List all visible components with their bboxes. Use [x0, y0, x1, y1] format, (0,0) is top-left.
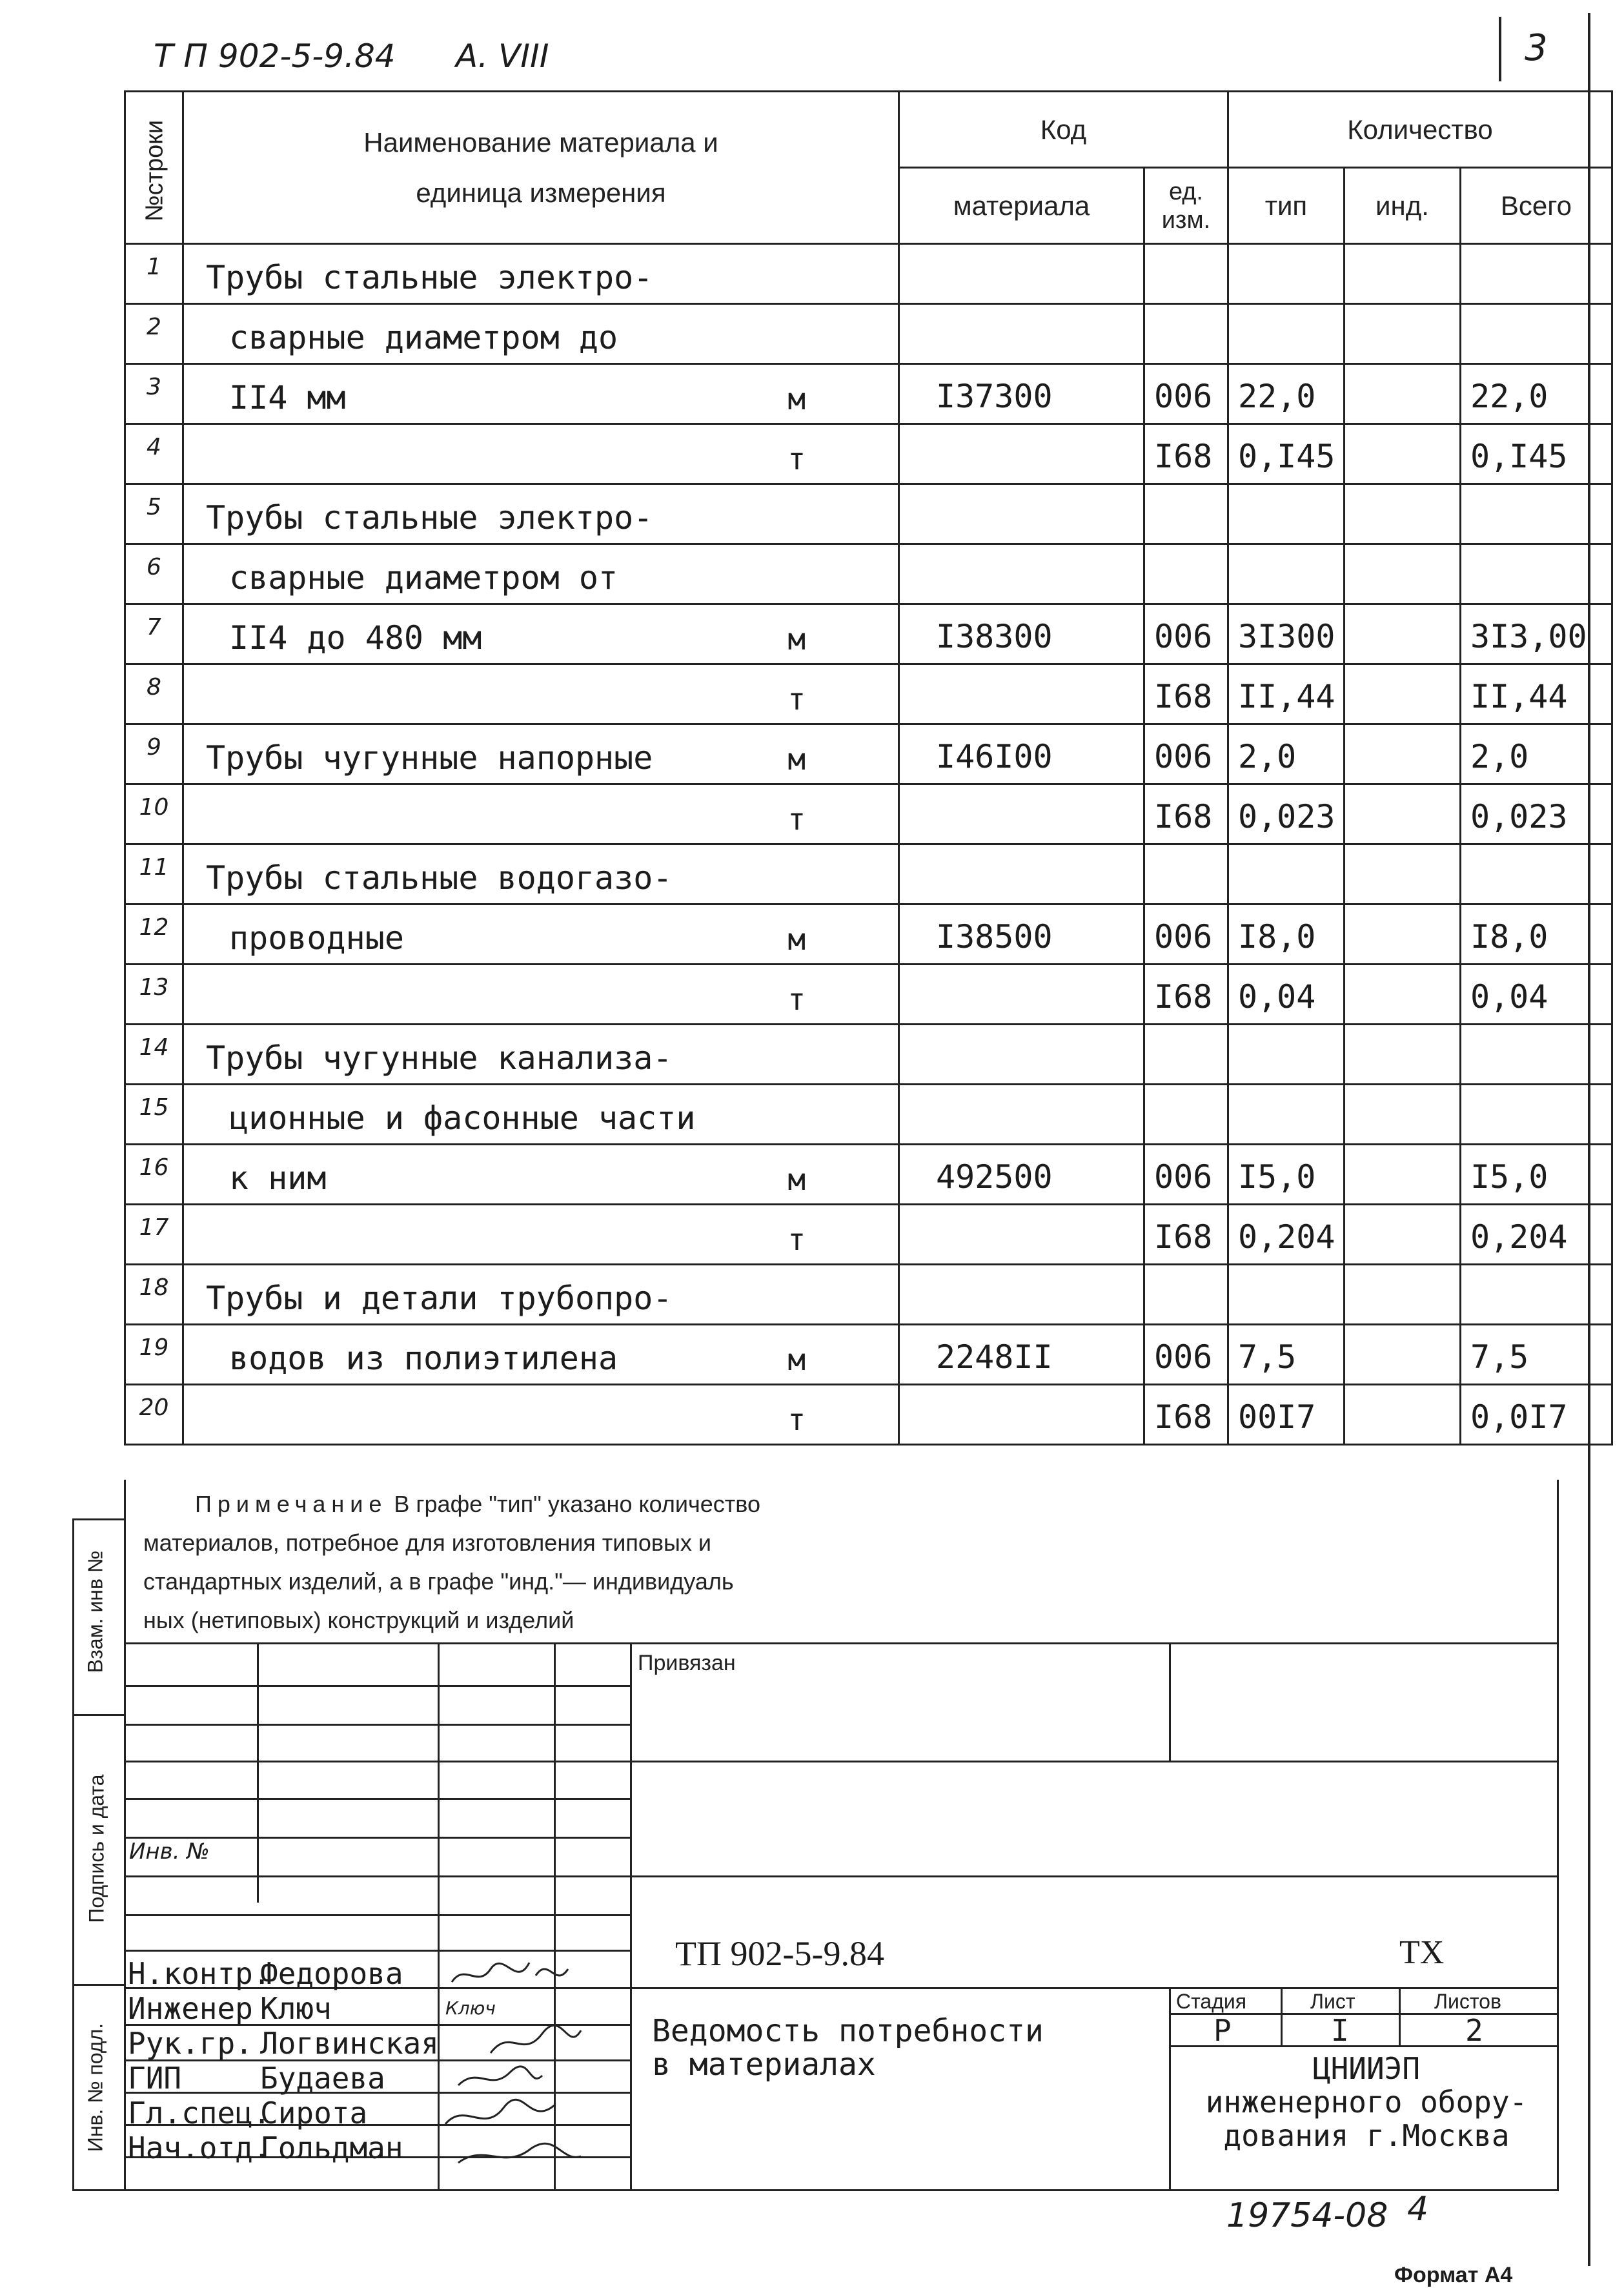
- name-header-text: Наименование материала и единица измерения: [363, 127, 718, 208]
- unit: [695, 1265, 898, 1325]
- format-label: Формат А4: [1394, 2263, 1513, 2287]
- signer-row: [128, 1991, 439, 2026]
- header-quantity: Количество: [1228, 92, 1612, 168]
- material-name: [183, 424, 696, 484]
- signer-name: Сирота: [260, 2096, 368, 2130]
- stage-vline-1: [1281, 1987, 1283, 2045]
- qty-total: [1460, 484, 1612, 544]
- unit-code: [1144, 304, 1228, 364]
- qty-individual: [1344, 904, 1460, 965]
- signer-role: Рук.гр.: [128, 2026, 253, 2061]
- qty-type: 0,04: [1228, 965, 1344, 1025]
- row-number: 1: [125, 244, 183, 304]
- org-line-2: инженерного обору-: [1205, 2085, 1528, 2119]
- row-number: 18: [125, 1265, 183, 1325]
- unit: [695, 544, 898, 604]
- row-number: 20: [125, 1385, 183, 1445]
- signature-klyuch: Ключ: [445, 1997, 496, 2019]
- qty-total: II,44: [1460, 664, 1612, 724]
- table-row: [125, 304, 1612, 364]
- signer-role: Нач.отд.: [128, 2130, 271, 2165]
- note-line-2: материалов, потребное для изготовления типовых и: [143, 1529, 712, 1556]
- material-code: [898, 244, 1144, 304]
- signer-row: [128, 1956, 439, 1991]
- qty-individual: [1344, 1145, 1460, 1205]
- qty-individual: [1344, 1025, 1460, 1085]
- unit-code: 006: [1144, 604, 1228, 664]
- unit-code: 006: [1144, 1145, 1228, 1205]
- material-code: I38500: [898, 904, 1144, 965]
- unit: [695, 484, 898, 544]
- unit-code: I68: [1144, 424, 1228, 484]
- signer-name: Будаева: [260, 2061, 385, 2096]
- table-row: [125, 424, 1612, 484]
- row-number: 7: [125, 604, 183, 664]
- material-name: ционные и фасонные части: [183, 1085, 696, 1145]
- unit: м: [695, 724, 898, 784]
- material-code: I38300: [898, 604, 1144, 664]
- table-row: [125, 784, 1612, 844]
- qty-total: [1460, 244, 1612, 304]
- qty-type: II,44: [1228, 664, 1344, 724]
- material-code: I46I00: [898, 724, 1144, 784]
- unit-code: [1144, 484, 1228, 544]
- side-label-podpis: Подпись и дата: [85, 1774, 108, 1923]
- qty-total: 0,204: [1460, 1205, 1612, 1265]
- table-row: [125, 1385, 1612, 1445]
- signature-logvinskaya: [491, 2025, 581, 2053]
- table-row: [125, 1085, 1612, 1145]
- qty-individual: [1344, 424, 1460, 484]
- signer-role: Гл.спец.: [128, 2096, 271, 2130]
- material-code: I37300: [898, 364, 1144, 424]
- row-number: 3: [125, 364, 183, 424]
- document-code-header: Т П 902-5-9.84: [154, 37, 396, 75]
- unit-code: [1144, 244, 1228, 304]
- signer-role: Н.контр.: [128, 1956, 271, 1991]
- sheet-value: I: [1331, 2013, 1349, 2048]
- unit-code: 006: [1144, 364, 1228, 424]
- table-row: [125, 724, 1612, 784]
- privyazan-label: Привязан: [638, 1651, 736, 1675]
- signature-budaeva: [458, 2067, 542, 2085]
- row-number: 16: [125, 1145, 183, 1205]
- unit: т: [695, 965, 898, 1025]
- row-number: 10: [125, 784, 183, 844]
- side-strip-divider-1: [72, 1714, 124, 1716]
- qty-total: [1460, 844, 1612, 904]
- signer-row: [128, 2061, 439, 2096]
- stage-label: Стадия: [1176, 1990, 1247, 2013]
- signer-row: [128, 2130, 439, 2165]
- qty-individual: [1344, 304, 1460, 364]
- table-row: [125, 1265, 1612, 1325]
- unit-code: I68: [1144, 1205, 1228, 1265]
- table-row: [125, 544, 1612, 604]
- material-name: Трубы стальные водогазо-: [183, 844, 696, 904]
- qty-total: [1460, 544, 1612, 604]
- qty-type: [1228, 244, 1344, 304]
- stamp-code: [675, 1934, 884, 1974]
- inv-no-label: Инв. №: [129, 1839, 210, 1864]
- sheets-label: Листов: [1434, 1990, 1501, 2013]
- stamp-mark: ТХ: [1399, 1934, 1445, 1971]
- qty-total: 0,023: [1460, 784, 1612, 844]
- material-code: [898, 1085, 1144, 1145]
- signer-name: Логвинская: [260, 2026, 439, 2061]
- qty-type: [1228, 844, 1344, 904]
- qty-individual: [1344, 1265, 1460, 1325]
- table-row: [125, 604, 1612, 664]
- note-line-1-text: В графе "тип" указано количество: [394, 1491, 760, 1517]
- album-number: А. VIII: [456, 37, 549, 75]
- stamp-title: [652, 2014, 1044, 2081]
- page-number: 3: [1525, 27, 1548, 69]
- table-row: [125, 664, 1612, 724]
- qty-type: 0,023: [1228, 784, 1344, 844]
- qty-type: 3I300: [1228, 604, 1344, 664]
- signer-row: [128, 2096, 439, 2130]
- material-code: [898, 1205, 1144, 1265]
- unit-code: I68: [1144, 664, 1228, 724]
- material-code: [898, 1025, 1144, 1085]
- unit: [695, 304, 898, 364]
- signer-name: Гольдман: [260, 2130, 403, 2165]
- unit-code: [1144, 1025, 1228, 1085]
- row-number: 14: [125, 1025, 183, 1085]
- table-row: [125, 484, 1612, 544]
- unit-code: [1144, 1265, 1228, 1325]
- header-total: Всего: [1460, 168, 1612, 244]
- material-code: [898, 1385, 1144, 1445]
- unit-code: I68: [1144, 1385, 1228, 1445]
- unit: т: [695, 664, 898, 724]
- qty-total: [1460, 1265, 1612, 1325]
- signer-role: ГИП: [128, 2061, 182, 2096]
- qty-total: [1460, 1025, 1612, 1085]
- qty-total: 22,0: [1460, 364, 1612, 424]
- qty-type: 0,I45: [1228, 424, 1344, 484]
- unit-code-header-text: ед. изм.: [1161, 178, 1211, 234]
- stage-vline-2: [1399, 1987, 1401, 2045]
- material-code: [898, 484, 1144, 544]
- sheets-value: 2: [1465, 2013, 1483, 2048]
- qty-individual: [1344, 1385, 1460, 1445]
- material-name: [183, 784, 696, 844]
- org-line-1: ЦНИИЭП: [1312, 2051, 1421, 2086]
- material-code: [898, 965, 1144, 1025]
- row-number-header-text: №строки: [141, 119, 168, 222]
- material-code: 2248II: [898, 1325, 1144, 1385]
- table-row: [125, 244, 1612, 304]
- org-line-3: дования г.Москва: [1223, 2118, 1510, 2153]
- qty-individual: [1344, 844, 1460, 904]
- qty-individual: [1344, 1205, 1460, 1265]
- stamp-vline-e: [1169, 1644, 1171, 1761]
- material-name: II4 мм: [183, 364, 696, 424]
- material-code: [898, 424, 1144, 484]
- row-number: 6: [125, 544, 183, 604]
- row-number: 5: [125, 484, 183, 544]
- qty-type: 2,0: [1228, 724, 1344, 784]
- qty-total: 3I3,00: [1460, 604, 1612, 664]
- material-name: Трубы и детали трубопро-: [183, 1265, 696, 1325]
- qty-individual: [1344, 244, 1460, 304]
- note-line-4: ных (нетиповых) конструкций и изделий: [143, 1607, 574, 1633]
- material-name: [183, 664, 696, 724]
- qty-total: 0,0I7: [1460, 1385, 1612, 1445]
- header-material-code: материала: [898, 168, 1144, 244]
- side-strip-divider-2: [72, 1984, 124, 1986]
- signer-row: [128, 2026, 439, 2061]
- materials-table: [124, 90, 1613, 1445]
- note-text: [143, 1485, 1111, 1640]
- qty-type: [1228, 1085, 1344, 1145]
- unit-code: 006: [1144, 724, 1228, 784]
- note-line-1: [143, 1485, 1111, 1524]
- qty-individual: [1344, 664, 1460, 724]
- material-code: [898, 844, 1144, 904]
- qty-individual: [1344, 965, 1460, 1025]
- qty-total: [1460, 1085, 1612, 1145]
- material-name: Трубы чугунные канализа-: [183, 1025, 696, 1085]
- table-row: [125, 1025, 1612, 1085]
- qty-total: 7,5: [1460, 1325, 1612, 1385]
- qty-individual: [1344, 724, 1460, 784]
- qty-total: I8,0: [1460, 904, 1612, 965]
- material-name: [183, 965, 696, 1025]
- signers-list: [128, 1956, 439, 2165]
- sheet-label: Лист: [1310, 1990, 1355, 2013]
- qty-type: [1228, 1025, 1344, 1085]
- header-unit-code: [1144, 168, 1228, 244]
- table-row: [125, 364, 1612, 424]
- material-name: Трубы стальные электро-: [183, 484, 696, 544]
- unit-code: [1144, 844, 1228, 904]
- qty-total: [1460, 304, 1612, 364]
- qty-individual: [1344, 784, 1460, 844]
- unit: [695, 244, 898, 304]
- qty-individual: [1344, 1085, 1460, 1145]
- stamp-hline-4: [124, 1798, 630, 1800]
- qty-type: I5,0: [1228, 1145, 1344, 1205]
- unit: т: [695, 424, 898, 484]
- unit: [695, 1025, 898, 1085]
- material-name: Трубы стальные электро-: [183, 244, 696, 304]
- qty-total: 2,0: [1460, 724, 1612, 784]
- unit: м: [695, 1145, 898, 1205]
- unit: т: [695, 1385, 898, 1445]
- table-row: [125, 904, 1612, 965]
- unit-code: 006: [1144, 904, 1228, 965]
- table-row: [125, 844, 1612, 904]
- signature-goldman: [458, 2143, 581, 2163]
- note-title: Примечание: [195, 1491, 388, 1517]
- stamp-hline-6: [124, 1875, 1559, 1877]
- row-number: 19: [125, 1325, 183, 1385]
- qty-type: 7,5: [1228, 1325, 1344, 1385]
- stamp-hline-1: [124, 1685, 630, 1687]
- organization: [1176, 2052, 1557, 2152]
- material-code: [898, 1265, 1144, 1325]
- qty-type: 22,0: [1228, 364, 1344, 424]
- header-name: [183, 92, 899, 244]
- qty-total: 0,I45: [1460, 424, 1612, 484]
- unit: [695, 1085, 898, 1145]
- material-name: проводные: [183, 904, 696, 965]
- unit-code: I68: [1144, 784, 1228, 844]
- stamp-hline-7: [124, 1914, 630, 1916]
- unit: м: [695, 604, 898, 664]
- qty-total: I5,0: [1460, 1145, 1612, 1205]
- unit-code: [1144, 1085, 1228, 1145]
- row-number: 2: [125, 304, 183, 364]
- material-code: [898, 664, 1144, 724]
- archive-number: 19754-08: [1226, 2196, 1388, 2235]
- material-name: к ним: [183, 1145, 696, 1205]
- unit: м: [695, 904, 898, 965]
- qty-individual: [1344, 484, 1460, 544]
- stage-value: Р: [1213, 2013, 1232, 2048]
- row-number: 15: [125, 1085, 183, 1145]
- unit-code: 006: [1144, 1325, 1228, 1385]
- qty-total: 0,04: [1460, 965, 1612, 1025]
- page-number-divider: [1499, 17, 1501, 81]
- table-row: [125, 965, 1612, 1025]
- unit: т: [695, 1205, 898, 1265]
- table-row: [125, 1325, 1612, 1385]
- signer-name: Федорова: [260, 1956, 403, 1991]
- row-number: 13: [125, 965, 183, 1025]
- material-code: [898, 784, 1144, 844]
- qty-individual: [1344, 544, 1460, 604]
- table-row: [125, 1145, 1612, 1205]
- footer-sheet-mark: 4: [1407, 2190, 1429, 2229]
- qty-type: [1228, 1265, 1344, 1325]
- qty-type: 00I7: [1228, 1385, 1344, 1445]
- row-number: 17: [125, 1205, 183, 1265]
- qty-type: [1228, 544, 1344, 604]
- material-code: [898, 304, 1144, 364]
- unit: м: [695, 364, 898, 424]
- row-number: 9: [125, 724, 183, 784]
- material-name: Трубы чугунные напорные: [183, 724, 696, 784]
- signature-sirota: [445, 2099, 555, 2124]
- signer-name: Ключ: [260, 1991, 332, 2026]
- unit: м: [695, 1325, 898, 1385]
- unit: [695, 844, 898, 904]
- side-label-inv-podl: Инв. № подл.: [83, 2023, 107, 2152]
- signer-role: Инженер: [128, 1991, 253, 2026]
- note-line-3: стандартных изделий, а в графе "инд."— индивидуаль: [143, 1568, 734, 1595]
- unit-code: [1144, 544, 1228, 604]
- qty-individual: [1344, 364, 1460, 424]
- header-type: тип: [1228, 168, 1344, 244]
- material-name: водов из полиэтилена: [183, 1325, 696, 1385]
- unit: т: [695, 784, 898, 844]
- stamp-vline-a: [257, 1644, 259, 1903]
- row-number: 8: [125, 664, 183, 724]
- material-name: II4 до 480 мм: [183, 604, 696, 664]
- material-name: сварные диаметром до: [183, 304, 696, 364]
- signatures: [439, 1950, 633, 2189]
- stamp-code-text: ТП 902-5-9.84: [675, 1934, 884, 1973]
- header-individual: инд.: [1344, 168, 1460, 244]
- qty-individual: [1344, 604, 1460, 664]
- qty-type: [1228, 484, 1344, 544]
- side-label-vzam: Взам. инв №: [83, 1550, 107, 1673]
- stamp-title-line-1: Ведомость потребности: [652, 2013, 1044, 2049]
- unit-code: I68: [1144, 965, 1228, 1025]
- qty-type: [1228, 304, 1344, 364]
- table-row: [125, 1205, 1612, 1265]
- material-name: [183, 1205, 696, 1265]
- material-code: [898, 544, 1144, 604]
- qty-type: 0,204: [1228, 1205, 1344, 1265]
- row-number: 12: [125, 904, 183, 965]
- qty-individual: [1344, 1325, 1460, 1385]
- stamp-hline-3: [124, 1761, 1559, 1762]
- material-name: [183, 1385, 696, 1445]
- material-name: сварные диаметром от: [183, 544, 696, 604]
- signature-fedorova: [452, 1963, 568, 1982]
- header-code: Код: [898, 92, 1228, 168]
- row-number: 11: [125, 844, 183, 904]
- material-code: 492500: [898, 1145, 1144, 1205]
- stamp-hline-2: [124, 1724, 630, 1726]
- row-number: 4: [125, 424, 183, 484]
- header-row-number: [125, 92, 183, 244]
- stamp-title-line-2: в материалах: [652, 2047, 876, 2083]
- qty-type: I8,0: [1228, 904, 1344, 965]
